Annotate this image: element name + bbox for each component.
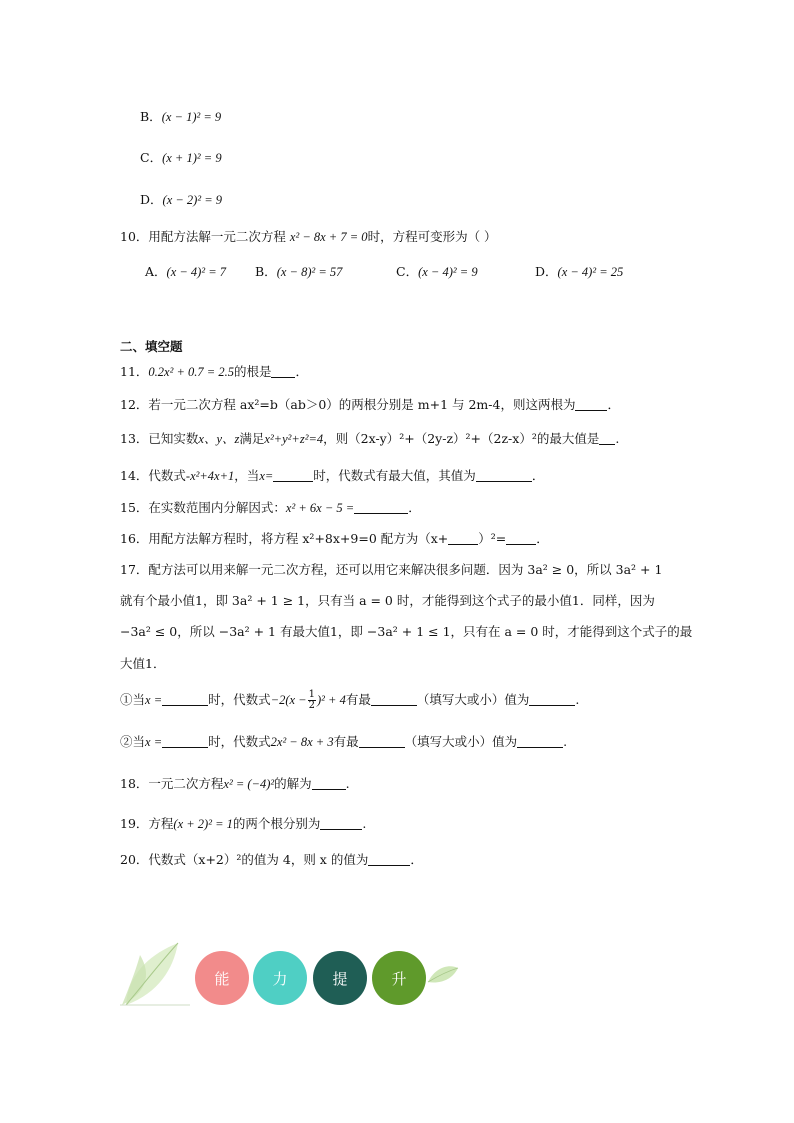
q20-end: ． <box>410 852 423 867</box>
q14-expr: -x²+4x+1 <box>185 469 235 483</box>
q17-sub2-var: x = <box>145 735 163 749</box>
q17-line-2: 就有个最小值1，即 3a² + 1 ≥ 1，只有当 a = 0 时，才能得到这个式子的最小值1．同样，因为 <box>120 593 655 608</box>
q12-text: 12．若一元二次方程 ax²=b（ab＞0）的两根分别是 m+1 与 2m-4，则这两根为 <box>120 397 576 412</box>
q13 <box>120 430 619 448</box>
q11-answer-blank[interactable] <box>271 365 295 378</box>
q17-line-3: −3a² ≤ 0，所以 −3a² + 1 有最大值1，即 −3a² + 1 ≤ 1，只有在 a = 0 时，才能得到这个式子的最 <box>120 624 693 639</box>
banner-char-neng <box>195 951 249 1005</box>
banner-char-ti <box>313 951 367 1005</box>
q15-pre: 15．在实数范围内分解因式： <box>120 500 286 515</box>
q20 <box>120 851 423 869</box>
banner-char-li <box>253 951 307 1005</box>
q16 <box>120 530 549 548</box>
q18-expr: x² = (−4)² <box>223 777 275 791</box>
q17-sub2-blank-type[interactable] <box>359 735 405 748</box>
q18-answer-blank[interactable] <box>312 777 346 790</box>
q14-mid2: 时，代数式有最大值，其值为 <box>313 468 476 483</box>
q14-end: ． <box>531 468 545 483</box>
q17-sub2-mid2: 有最 <box>333 734 359 749</box>
q19-pre: 19．方程 <box>120 816 174 831</box>
q16-answer-blank-2[interactable] <box>506 532 536 545</box>
banner-char-neng-text: 能 <box>214 969 230 988</box>
q9-option-b <box>140 108 221 126</box>
q17-sub2-mid1: 时，代数式 <box>208 734 271 749</box>
q10-option-c-expr: (x − 4)² = 9 <box>418 265 478 279</box>
q10-option-b-expr: (x − 8)² = 57 <box>276 265 343 279</box>
q17-sub1-var: x = <box>145 693 163 707</box>
banner-char-ti-text: 提 <box>332 969 348 988</box>
q17-sub2-blank-x[interactable] <box>162 735 208 748</box>
q17-sub2-end: . <box>563 734 568 749</box>
q17-sub2-marker: ②当 <box>120 734 146 749</box>
q17-line-1: 17．配方法可以用来解一元二次方程，还可以用它来解决很多问题．因为 3a² ≥ 0，所以 3a² + 1 <box>120 562 663 577</box>
q12 <box>120 396 620 414</box>
q19-post: 的两个根分别为 <box>232 816 321 831</box>
q15 <box>120 499 421 517</box>
q9-option-d-expr: (x − 2)² = 9 <box>162 193 223 207</box>
q14 <box>120 467 544 485</box>
q11 <box>120 363 308 381</box>
q13-post: ，则（2x-y）²+（2y-z）²+（2z-x）²的最大值是 <box>323 431 600 446</box>
q17-line-4: 大值1． <box>120 656 166 671</box>
leaf-decoration-left-icon <box>118 935 193 1007</box>
q11-end: ． <box>295 364 308 379</box>
q19-end: . <box>362 816 367 831</box>
q17-sub-1 <box>120 690 579 711</box>
q17-sub1-end: . <box>575 692 580 707</box>
q9-option-c-expr: (x + 1)² = 9 <box>162 151 222 165</box>
q13-pre: 13．已知实数 <box>120 431 199 446</box>
q9-option-d <box>140 191 222 209</box>
q17-sub1-fraction <box>308 690 316 711</box>
q12-answer-blank[interactable] <box>575 398 607 411</box>
q11-post: 的根是 <box>233 364 272 379</box>
q20-text: 20．代数式（x+2）²的值为 4，则 x 的值为 <box>120 852 369 867</box>
q15-answer-blank[interactable] <box>354 501 408 514</box>
q16-answer-blank-1[interactable] <box>448 532 478 545</box>
q19 <box>120 815 366 833</box>
q17-sub1-frac-den: 2 <box>308 700 315 711</box>
q11-num: 11． <box>120 364 149 379</box>
banner-char-li-text: 力 <box>272 969 288 988</box>
q17-sub1-blank-value[interactable] <box>529 693 575 706</box>
q10-option-a-expr: (x − 4)² = 7 <box>166 265 227 279</box>
q10-stem-post: 时，方程可变形为（ ） <box>367 229 497 244</box>
q13-cond: x²+y²+z²=4 <box>264 432 324 446</box>
q10-option-d-expr: (x − 4)² = 25 <box>557 265 624 279</box>
q10-stem-expr: x² − 8x + 7 = 0 <box>289 230 368 244</box>
q17-sub2-expr: 2x² − 8x + 3 <box>270 735 334 749</box>
q9-option-c-label: C． <box>140 150 163 165</box>
leaf-decoration-right-icon <box>426 962 460 986</box>
q17-sub1-marker: ①当 <box>120 692 146 707</box>
q10-option-d-label: D． <box>535 264 558 279</box>
q12-end: ． <box>607 397 620 412</box>
q10-option-c <box>396 263 478 281</box>
q17-sub1-hint: （填写大或小）值为 <box>416 692 530 707</box>
q9-option-d-label: D． <box>140 192 163 207</box>
q18 <box>120 775 350 793</box>
q18-end: . <box>345 776 350 791</box>
q17-sub1-expr-pre: −2(x − <box>270 693 307 707</box>
q14-answer-blank-x[interactable] <box>273 469 313 482</box>
q10-stem-pre: 10．用配方法解一元二次方程 <box>120 229 286 244</box>
q17-sub1-expr-post: )² + 4 <box>316 693 346 707</box>
q9-option-b-expr: (x − 1)² = 9 <box>161 110 222 124</box>
q19-expr: (x + 2)² = 1 <box>173 817 233 831</box>
q13-end: . <box>615 431 620 446</box>
q10-option-b <box>255 263 342 281</box>
section-title-fill-in: 二、填空题 <box>120 339 183 354</box>
q19-answer-blank[interactable] <box>320 817 362 830</box>
q15-end: ． <box>408 500 421 515</box>
q10-option-d <box>535 263 623 281</box>
q10-stem <box>120 228 497 246</box>
q17-sub-2 <box>120 733 567 751</box>
q14-pre: 14．代数式 <box>120 468 186 483</box>
q18-pre: 18．一元二次方程 <box>120 776 224 791</box>
q16-end: ． <box>536 531 549 546</box>
q10-option-a <box>145 263 226 281</box>
q17-sub1-frac-num: 1 <box>308 689 315 700</box>
q17-sub1-mid2: 有最 <box>345 692 371 707</box>
q13-answer-blank[interactable] <box>599 432 615 445</box>
q17-sub1-blank-type[interactable] <box>371 693 417 706</box>
q14-answer-blank-value[interactable] <box>476 469 532 482</box>
q17-sub2-hint: （填写大或小）值为 <box>404 734 518 749</box>
q13-vars: x、y、z <box>198 432 240 446</box>
banner-char-sheng <box>372 951 426 1005</box>
q11-expr: 0.2x² + 0.7 = 2.5 <box>148 365 234 379</box>
q9-option-b-label: B． <box>140 109 162 124</box>
q17-sub1-mid1: 时，代数式 <box>208 692 271 707</box>
q18-post: 的解为 <box>274 776 312 791</box>
q14-mid1: ，当 <box>234 468 260 483</box>
q9-option-c <box>140 149 222 167</box>
q17-sub1-blank-x[interactable] <box>162 693 208 706</box>
banner-char-sheng-text: 升 <box>391 969 407 988</box>
q14-var: x= <box>259 469 274 483</box>
q17-sub2-blank-value[interactable] <box>517 735 563 748</box>
q13-mid: 满足 <box>239 431 265 446</box>
q15-expr: x² + 6x − 5 = <box>285 501 355 515</box>
q10-option-a-label: A． <box>145 264 167 279</box>
q10-option-b-label: B． <box>255 264 277 279</box>
q10-option-c-label: C． <box>396 264 419 279</box>
q20-answer-blank[interactable] <box>368 853 410 866</box>
q16-mid: ）²= <box>478 531 507 546</box>
q16-pre: 16．用配方法解方程时，将方程 x²+8x+9=0 配方为（x+ <box>120 531 449 546</box>
